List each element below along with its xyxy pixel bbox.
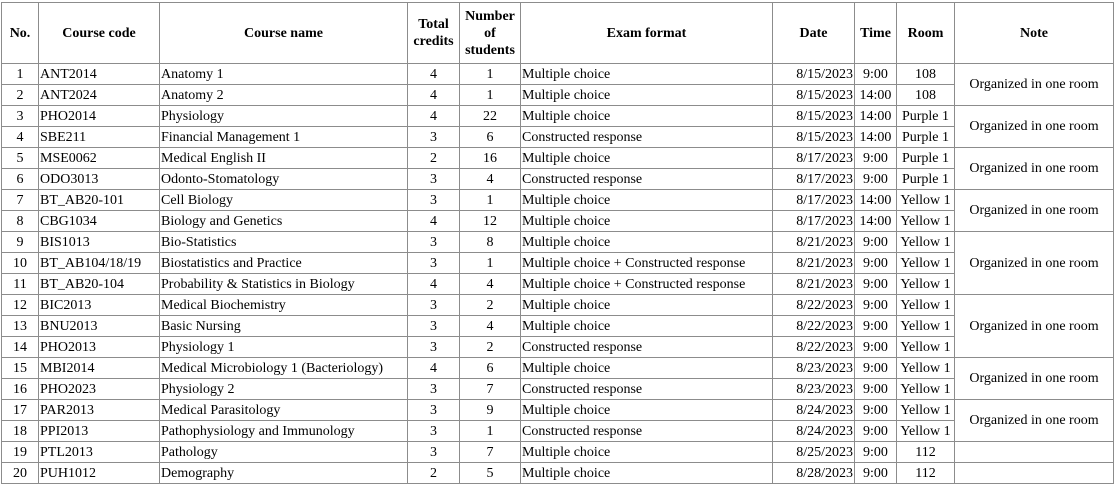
cell-total-credits: 2	[408, 463, 460, 484]
cell-room: Yellow 1	[897, 232, 955, 253]
cell-number-of-students: 2	[460, 337, 521, 358]
cell-no: 4	[2, 127, 39, 148]
cell-date: 8/24/2023	[773, 421, 855, 442]
cell-note: Organized in one room	[955, 295, 1114, 358]
cell-total-credits: 3	[408, 337, 460, 358]
table-row	[2, 85, 1114, 106]
cell-room: Yellow 1	[897, 337, 955, 358]
cell-course-code: ANT2024	[39, 85, 160, 106]
cell-note: Organized in one room	[955, 358, 1114, 400]
cell-time: 9:00	[855, 169, 897, 190]
table-row	[2, 253, 1114, 274]
cell-note: Organized in one room	[955, 148, 1114, 190]
cell-number-of-students: 9	[460, 400, 521, 421]
cell-no: 8	[2, 211, 39, 232]
cell-time: 9:00	[855, 337, 897, 358]
cell-course-code: PUH1012	[39, 463, 160, 484]
cell-total-credits: 2	[408, 148, 460, 169]
cell-no: 16	[2, 379, 39, 400]
cell-room: Yellow 1	[897, 190, 955, 211]
cell-number-of-students: 22	[460, 106, 521, 127]
cell-room: 108	[897, 85, 955, 106]
cell-exam-format: Multiple choice + Constructed response	[521, 274, 773, 295]
cell-number-of-students: 2	[460, 295, 521, 316]
cell-time: 14:00	[855, 85, 897, 106]
cell-exam-format: Multiple choice	[521, 442, 773, 463]
cell-time: 9:00	[855, 274, 897, 295]
cell-total-credits: 3	[408, 190, 460, 211]
cell-no: 10	[2, 253, 39, 274]
table-row	[2, 190, 1114, 211]
cell-total-credits: 4	[408, 64, 460, 85]
cell-total-credits: 4	[408, 358, 460, 379]
cell-course-code: BT_AB104/18/19	[39, 253, 160, 274]
cell-note: Organized in one room	[955, 190, 1114, 232]
cell-time: 14:00	[855, 190, 897, 211]
cell-course-code: CBG1034	[39, 211, 160, 232]
header-room: Room	[897, 3, 955, 64]
cell-total-credits: 4	[408, 211, 460, 232]
cell-time: 9:00	[855, 148, 897, 169]
cell-date: 8/24/2023	[773, 400, 855, 421]
cell-number-of-students: 1	[460, 421, 521, 442]
cell-note: Organized in one room	[955, 106, 1114, 148]
cell-course-code: PHO2023	[39, 379, 160, 400]
header-exam-format: Exam format	[521, 3, 773, 64]
cell-room: Yellow 1	[897, 274, 955, 295]
cell-room: Yellow 1	[897, 358, 955, 379]
cell-time: 9:00	[855, 379, 897, 400]
cell-number-of-students: 6	[460, 127, 521, 148]
cell-room: Yellow 1	[897, 211, 955, 232]
cell-course-code: BNU2013	[39, 316, 160, 337]
cell-time: 9:00	[855, 463, 897, 484]
cell-date: 8/25/2023	[773, 442, 855, 463]
cell-exam-format: Multiple choice	[521, 106, 773, 127]
cell-course-name: Pathophysiology and Immunology	[160, 421, 408, 442]
cell-no: 11	[2, 274, 39, 295]
cell-note	[955, 463, 1114, 484]
table-row	[2, 106, 1114, 127]
cell-number-of-students: 7	[460, 442, 521, 463]
cell-date: 8/28/2023	[773, 463, 855, 484]
table-row	[2, 442, 1114, 463]
cell-course-name: Anatomy 1	[160, 64, 408, 85]
cell-note: Organized in one room	[955, 64, 1114, 106]
cell-total-credits: 3	[408, 127, 460, 148]
cell-time: 14:00	[855, 127, 897, 148]
table-row	[2, 148, 1114, 169]
cell-course-code: BT_AB20-104	[39, 274, 160, 295]
cell-exam-format: Constructed response	[521, 337, 773, 358]
table-row	[2, 337, 1114, 358]
cell-number-of-students: 4	[460, 316, 521, 337]
cell-course-name: Financial Management 1	[160, 127, 408, 148]
cell-room: Purple 1	[897, 148, 955, 169]
cell-date: 8/21/2023	[773, 253, 855, 274]
table-row	[2, 316, 1114, 337]
cell-course-code: PTL2013	[39, 442, 160, 463]
table-row	[2, 379, 1114, 400]
cell-total-credits: 3	[408, 379, 460, 400]
cell-total-credits: 3	[408, 421, 460, 442]
cell-time: 9:00	[855, 253, 897, 274]
cell-exam-format: Multiple choice	[521, 85, 773, 106]
cell-course-name: Cell Biology	[160, 190, 408, 211]
cell-number-of-students: 12	[460, 211, 521, 232]
cell-no: 7	[2, 190, 39, 211]
cell-course-name: Pathology	[160, 442, 408, 463]
header-course-code: Course code	[39, 3, 160, 64]
cell-course-code: BT_AB20-101	[39, 190, 160, 211]
cell-date: 8/17/2023	[773, 211, 855, 232]
cell-exam-format: Multiple choice	[521, 190, 773, 211]
cell-total-credits: 3	[408, 316, 460, 337]
cell-date: 8/15/2023	[773, 127, 855, 148]
table-row	[2, 274, 1114, 295]
table-row	[2, 295, 1114, 316]
cell-date: 8/17/2023	[773, 169, 855, 190]
cell-course-code: ODO3013	[39, 169, 160, 190]
cell-course-name: Odonto-Stomatology	[160, 169, 408, 190]
cell-date: 8/23/2023	[773, 358, 855, 379]
cell-exam-format: Multiple choice	[521, 232, 773, 253]
header-row	[2, 3, 1114, 64]
cell-room: Yellow 1	[897, 253, 955, 274]
cell-course-name: Bio-Statistics	[160, 232, 408, 253]
cell-number-of-students: 5	[460, 463, 521, 484]
cell-course-name: Medical English II	[160, 148, 408, 169]
cell-time: 9:00	[855, 442, 897, 463]
cell-room: Yellow 1	[897, 421, 955, 442]
table-row	[2, 421, 1114, 442]
cell-exam-format: Constructed response	[521, 421, 773, 442]
cell-course-code: PHO2013	[39, 337, 160, 358]
cell-course-code: BIS1013	[39, 232, 160, 253]
table-row	[2, 211, 1114, 232]
cell-number-of-students: 7	[460, 379, 521, 400]
cell-course-name: Basic Nursing	[160, 316, 408, 337]
cell-time: 9:00	[855, 295, 897, 316]
cell-total-credits: 3	[408, 295, 460, 316]
table-row	[2, 232, 1114, 253]
cell-time: 14:00	[855, 211, 897, 232]
cell-course-name: Medical Microbiology 1 (Bacteriology)	[160, 358, 408, 379]
cell-course-code: BIC2013	[39, 295, 160, 316]
cell-exam-format: Multiple choice	[521, 316, 773, 337]
cell-course-name: Medical Biochemistry	[160, 295, 408, 316]
cell-number-of-students: 4	[460, 169, 521, 190]
cell-date: 8/22/2023	[773, 337, 855, 358]
cell-number-of-students: 1	[460, 253, 521, 274]
cell-no: 1	[2, 64, 39, 85]
cell-room: Purple 1	[897, 127, 955, 148]
cell-course-code: SBE211	[39, 127, 160, 148]
cell-time: 9:00	[855, 316, 897, 337]
table-row	[2, 358, 1114, 379]
cell-number-of-students: 4	[460, 274, 521, 295]
cell-time: 9:00	[855, 358, 897, 379]
cell-exam-format: Multiple choice	[521, 64, 773, 85]
cell-course-name: Physiology 2	[160, 379, 408, 400]
cell-exam-format: Multiple choice	[521, 463, 773, 484]
exam-schedule-table	[1, 2, 1114, 484]
cell-note: Organized in one room	[955, 232, 1114, 295]
cell-no: 15	[2, 358, 39, 379]
cell-course-name: Physiology 1	[160, 337, 408, 358]
cell-course-code: MSE0062	[39, 148, 160, 169]
header-no: No.	[2, 3, 39, 64]
cell-number-of-students: 1	[460, 64, 521, 85]
cell-date: 8/23/2023	[773, 379, 855, 400]
cell-room: 108	[897, 64, 955, 85]
cell-time: 9:00	[855, 232, 897, 253]
cell-date: 8/15/2023	[773, 64, 855, 85]
cell-no: 6	[2, 169, 39, 190]
cell-total-credits: 3	[408, 400, 460, 421]
cell-room: 112	[897, 442, 955, 463]
cell-course-code: PHO2014	[39, 106, 160, 127]
cell-course-name: Demography	[160, 463, 408, 484]
cell-note	[955, 442, 1114, 463]
cell-number-of-students: 1	[460, 190, 521, 211]
cell-room: Purple 1	[897, 169, 955, 190]
cell-no: 13	[2, 316, 39, 337]
cell-exam-format: Multiple choice + Constructed response	[521, 253, 773, 274]
cell-room: Yellow 1	[897, 379, 955, 400]
cell-date: 8/15/2023	[773, 106, 855, 127]
cell-date: 8/17/2023	[773, 148, 855, 169]
table-row	[2, 463, 1114, 484]
cell-course-code: PAR2013	[39, 400, 160, 421]
cell-total-credits: 4	[408, 106, 460, 127]
cell-total-credits: 3	[408, 442, 460, 463]
cell-no: 20	[2, 463, 39, 484]
cell-room: Yellow 1	[897, 295, 955, 316]
cell-total-credits: 3	[408, 253, 460, 274]
cell-total-credits: 3	[408, 169, 460, 190]
cell-course-name: Physiology	[160, 106, 408, 127]
cell-total-credits: 4	[408, 274, 460, 295]
cell-exam-format: Constructed response	[521, 127, 773, 148]
cell-room: Yellow 1	[897, 400, 955, 421]
cell-exam-format: Multiple choice	[521, 211, 773, 232]
cell-no: 14	[2, 337, 39, 358]
cell-time: 14:00	[855, 106, 897, 127]
cell-date: 8/21/2023	[773, 274, 855, 295]
cell-room: Purple 1	[897, 106, 955, 127]
cell-total-credits: 3	[408, 232, 460, 253]
header-number-of-students: Number of students	[460, 3, 521, 64]
cell-date: 8/15/2023	[773, 85, 855, 106]
cell-course-code: MBI2014	[39, 358, 160, 379]
cell-date: 8/17/2023	[773, 190, 855, 211]
cell-date: 8/21/2023	[773, 232, 855, 253]
table-row	[2, 169, 1114, 190]
cell-exam-format: Multiple choice	[521, 295, 773, 316]
table-row	[2, 400, 1114, 421]
cell-course-name: Biostatistics and Practice	[160, 253, 408, 274]
header-total-credits: Total credits	[408, 3, 460, 64]
cell-exam-format: Multiple choice	[521, 358, 773, 379]
cell-no: 5	[2, 148, 39, 169]
cell-time: 9:00	[855, 64, 897, 85]
cell-no: 17	[2, 400, 39, 421]
cell-course-code: ANT2014	[39, 64, 160, 85]
header-date: Date	[773, 3, 855, 64]
table-row	[2, 127, 1114, 148]
cell-number-of-students: 1	[460, 85, 521, 106]
cell-course-name: Probability & Statistics in Biology	[160, 274, 408, 295]
table-body	[2, 64, 1114, 484]
cell-number-of-students: 16	[460, 148, 521, 169]
header-time: Time	[855, 3, 897, 64]
cell-exam-format: Multiple choice	[521, 148, 773, 169]
cell-course-name: Medical Parasitology	[160, 400, 408, 421]
cell-exam-format: Constructed response	[521, 379, 773, 400]
cell-no: 19	[2, 442, 39, 463]
cell-no: 18	[2, 421, 39, 442]
cell-note: Organized in one room	[955, 400, 1114, 442]
cell-course-name: Biology and Genetics	[160, 211, 408, 232]
cell-no: 12	[2, 295, 39, 316]
header-course-name: Course name	[160, 3, 408, 64]
cell-no: 9	[2, 232, 39, 253]
cell-exam-format: Constructed response	[521, 169, 773, 190]
cell-time: 9:00	[855, 421, 897, 442]
cell-no: 3	[2, 106, 39, 127]
cell-number-of-students: 8	[460, 232, 521, 253]
header-note: Note	[955, 3, 1114, 64]
cell-room: Yellow 1	[897, 316, 955, 337]
cell-total-credits: 4	[408, 85, 460, 106]
cell-time: 9:00	[855, 400, 897, 421]
cell-number-of-students: 6	[460, 358, 521, 379]
cell-exam-format: Multiple choice	[521, 400, 773, 421]
cell-room: 112	[897, 463, 955, 484]
cell-no: 2	[2, 85, 39, 106]
table-row	[2, 64, 1114, 85]
cell-date: 8/22/2023	[773, 295, 855, 316]
cell-date: 8/22/2023	[773, 316, 855, 337]
cell-course-code: PPI2013	[39, 421, 160, 442]
cell-course-name: Anatomy 2	[160, 85, 408, 106]
